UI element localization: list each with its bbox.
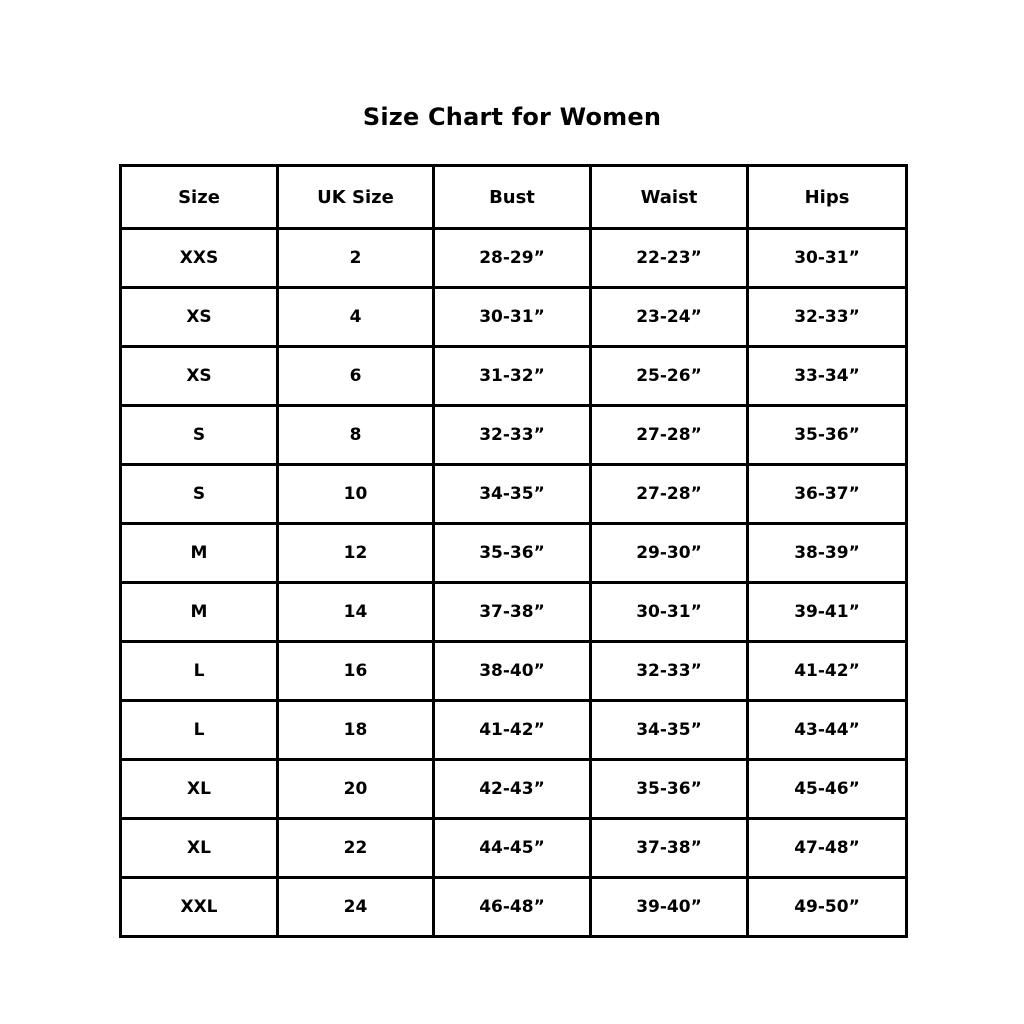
cell-waist: 32-33”	[591, 642, 748, 701]
cell-hips: 43-44”	[748, 701, 907, 760]
cell-hips: 33-34”	[748, 347, 907, 406]
cell-waist: 22-23”	[591, 229, 748, 288]
table-row	[121, 701, 907, 760]
table-row	[121, 288, 907, 347]
cell-size: XL	[121, 819, 278, 878]
cell-bust: 32-33”	[434, 406, 591, 465]
cell-waist: 39-40”	[591, 878, 748, 937]
cell-size: M	[121, 583, 278, 642]
page-title: Size Chart for Women	[362, 103, 662, 131]
table-row	[121, 760, 907, 819]
table-row	[121, 642, 907, 701]
cell-hips: 32-33”	[748, 288, 907, 347]
table-row	[121, 819, 907, 878]
cell-hips: 35-36”	[748, 406, 907, 465]
size-chart-table	[119, 164, 908, 938]
cell-uk-size: 10	[278, 465, 434, 524]
cell-waist: 27-28”	[591, 406, 748, 465]
cell-bust: 28-29”	[434, 229, 591, 288]
cell-bust: 46-48”	[434, 878, 591, 937]
cell-size: XXS	[121, 229, 278, 288]
cell-size: XS	[121, 288, 278, 347]
cell-bust: 37-38”	[434, 583, 591, 642]
cell-waist: 35-36”	[591, 760, 748, 819]
table-header-row	[121, 166, 907, 229]
cell-uk-size: 14	[278, 583, 434, 642]
cell-uk-size: 4	[278, 288, 434, 347]
column-header-hips: Hips	[748, 166, 907, 229]
cell-bust: 31-32”	[434, 347, 591, 406]
cell-bust: 42-43”	[434, 760, 591, 819]
cell-uk-size: 22	[278, 819, 434, 878]
cell-waist: 27-28”	[591, 465, 748, 524]
cell-hips: 30-31”	[748, 229, 907, 288]
table-row	[121, 347, 907, 406]
cell-uk-size: 24	[278, 878, 434, 937]
column-header-waist: Waist	[591, 166, 748, 229]
cell-hips: 38-39”	[748, 524, 907, 583]
table-header	[121, 166, 907, 229]
cell-waist: 37-38”	[591, 819, 748, 878]
size-chart-table-container	[119, 164, 905, 938]
cell-waist: 30-31”	[591, 583, 748, 642]
cell-hips: 41-42”	[748, 642, 907, 701]
column-header-size: Size	[121, 166, 278, 229]
column-header-bust: Bust	[434, 166, 591, 229]
cell-uk-size: 8	[278, 406, 434, 465]
cell-hips: 45-46”	[748, 760, 907, 819]
table-row	[121, 229, 907, 288]
table-body	[121, 229, 907, 937]
cell-uk-size: 2	[278, 229, 434, 288]
cell-uk-size: 6	[278, 347, 434, 406]
cell-bust: 38-40”	[434, 642, 591, 701]
cell-hips: 36-37”	[748, 465, 907, 524]
cell-size: L	[121, 701, 278, 760]
cell-uk-size: 16	[278, 642, 434, 701]
cell-size: S	[121, 465, 278, 524]
table-row	[121, 878, 907, 937]
table-row	[121, 524, 907, 583]
cell-size: XS	[121, 347, 278, 406]
cell-hips: 39-41”	[748, 583, 907, 642]
cell-size: XL	[121, 760, 278, 819]
cell-bust: 44-45”	[434, 819, 591, 878]
cell-size: M	[121, 524, 278, 583]
cell-bust: 30-31”	[434, 288, 591, 347]
cell-uk-size: 20	[278, 760, 434, 819]
cell-uk-size: 18	[278, 701, 434, 760]
cell-size: L	[121, 642, 278, 701]
cell-size: S	[121, 406, 278, 465]
cell-bust: 34-35”	[434, 465, 591, 524]
cell-waist: 34-35”	[591, 701, 748, 760]
cell-uk-size: 12	[278, 524, 434, 583]
cell-waist: 23-24”	[591, 288, 748, 347]
table-row	[121, 583, 907, 642]
cell-size: XXL	[121, 878, 278, 937]
cell-bust: 41-42”	[434, 701, 591, 760]
cell-hips: 49-50”	[748, 878, 907, 937]
cell-hips: 47-48”	[748, 819, 907, 878]
table-row	[121, 406, 907, 465]
cell-bust: 35-36”	[434, 524, 591, 583]
cell-waist: 25-26”	[591, 347, 748, 406]
table-row	[121, 465, 907, 524]
cell-waist: 29-30”	[591, 524, 748, 583]
column-header-uk-size: UK Size	[278, 166, 434, 229]
